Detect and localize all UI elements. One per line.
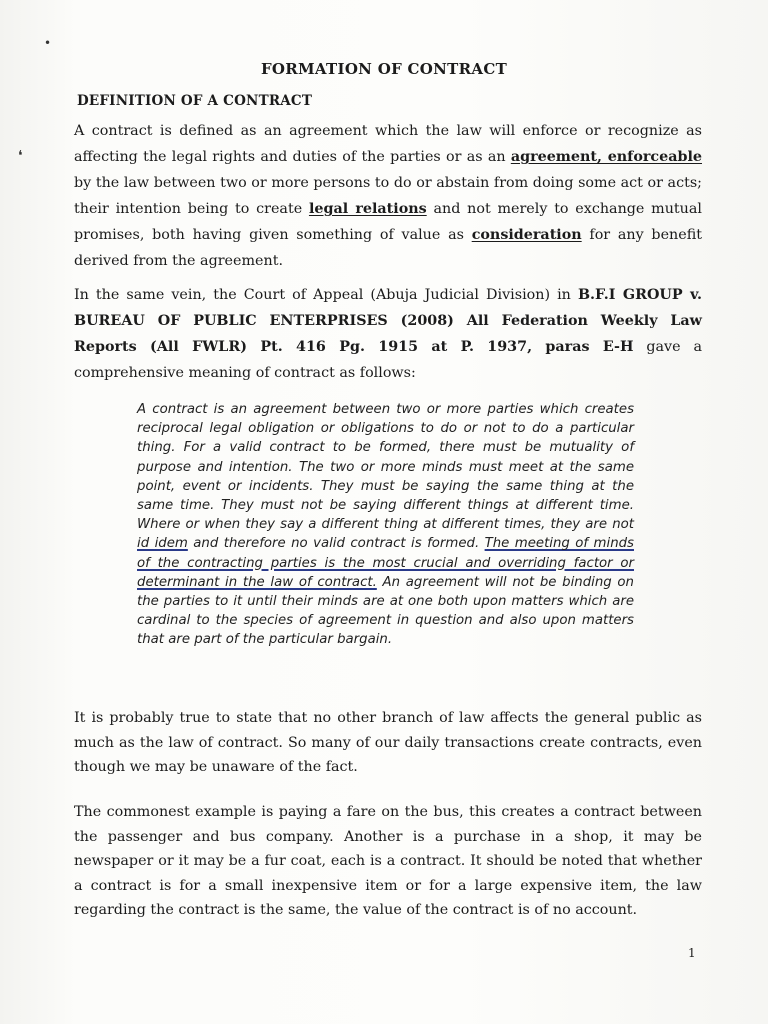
definition-paragraph bbox=[74, 118, 702, 274]
definition-text-4: for any benefit derived from the agreement. bbox=[74, 227, 702, 269]
example-paragraph: The commonest example is paying a fare on the bus, this creates a contract between the passenger and bus company. Another is a purchase in a shop, it may be newspaper or it may be a fur coat, each is a contract. It should be noted that whether a contract is for a small inexpensive item or for a large expensive item, the law regarding the contract is the same, the value of the contract is of no account. bbox=[74, 804, 702, 918]
ink-dot-mark: • bbox=[44, 36, 52, 50]
definition-text-2: by the law between two or more persons to do or abstain from doing some act or acts; their intention being to create bbox=[74, 175, 702, 217]
term-legal-relations: legal relations bbox=[308, 201, 427, 217]
quote-id-idem: id idem bbox=[137, 536, 188, 552]
definition-text-1: A contract is defined as an agreement which the law will enforce or recognize as affecting the legal rights and duties of the parties or as an bbox=[74, 123, 702, 165]
citation-text-2: gave a comprehensive meaning of contract as follows: bbox=[74, 339, 703, 381]
block-quote bbox=[137, 400, 634, 650]
citation-text-1: In the same vein, the Court of Appeal (Abuja Judicial Division) in bbox=[74, 287, 578, 303]
quote-text-1: A contract is an agreement between two or more parties which creates reciprocal legal obligation or obligations to do or not to do a particular thing. For a valid contract to be formed, there must be mutuality of purpose and intention. The two or more minds must meet at the same point, event or incidents. They must be saying the same thing at the same time. They must not be saying different things at different time. Where or when they say a different thing at different times, they are not bbox=[137, 402, 634, 533]
document-title: FORMATION OF CONTRACT bbox=[260, 60, 508, 78]
term-agreement-enforceable: agreement, enforceable bbox=[510, 149, 702, 165]
page-number: 1 bbox=[688, 946, 696, 960]
margin-tick-mark: ❛ bbox=[18, 148, 23, 164]
section-heading: DEFINITION OF A CONTRACT bbox=[77, 93, 313, 109]
definition-text-3: and not merely to exchange mutual promises, both having given something of value as bbox=[74, 201, 702, 243]
quote-text-2: and therefore no valid contract is formed. bbox=[187, 536, 485, 552]
general-public-paragraph: It is probably true to state that no other branch of law affects the general public as much as the law of contract. So many of our daily transactions create contracts, even though we may be unaware of the fact. bbox=[74, 710, 702, 775]
term-consideration: consideration bbox=[471, 227, 582, 243]
quote-underlined-sentence: The meeting of minds of the contracting parties is the most crucial and overriding factor or determinant in the law of contract. bbox=[137, 536, 634, 590]
quote-text-3: An agreement will not be binding on the parties to it until their minds are at one both upon matters which are cardinal to the species of agreement in question and also upon matters that are part of the particular bargain. bbox=[137, 574, 634, 648]
case-citation-paragraph bbox=[74, 282, 702, 386]
case-citation: B.F.I GROUP v. BUREAU OF PUBLIC ENTERPRISES (2008) All Federation Weekly Law Reports (All FWLR) Pt. 416 Pg. 1915 at P. 1937, paras E-H bbox=[74, 287, 702, 355]
